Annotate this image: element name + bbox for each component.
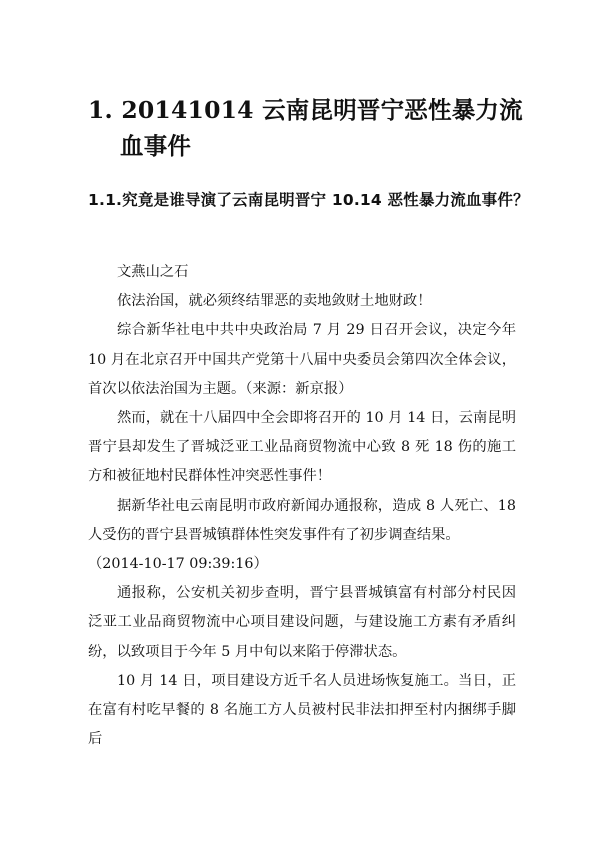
article-body — [88, 258, 516, 754]
subsection-heading: 1.1.究竟是谁导演了云南昆明晋宁 10.14 恶性暴力流血事件？ — [88, 191, 529, 209]
paragraph: 依法治国，就必须终结罪恶的卖地敛财土地财政！ — [117, 293, 432, 310]
paragraph: 10 月 14 日，项目建设方近千名人员进场恢复施工。当日，正在富有村吃早餐的 8 名施工方人员被村民非法扣押至村内捆绑手脚后 — [88, 672, 516, 748]
paragraph: 综合新华社电中共中央政治局 7 月 29 日召开会议，决定今年 10 月在北京召开中国共产党第十八届中央委员会第四次全体会议，首次以依法治国为主题。（来源：新京报） — [88, 322, 516, 397]
paragraph: 通报称，公安机关初步查明，晋宁县晋城镇富有村部分村民因泛亚工业品商贸物流中心项目建设问题，与建设施工方素有矛盾纠纷，以致项目于今年 5 月中旬以来陷于停滞状态。 — [88, 585, 516, 660]
section-heading: 1. 20141014 云南昆明晋宁恶性暴力流血事件 — [88, 96, 523, 160]
paragraph: 据新华社电云南昆明市政府新闻办通报称，造成 8 人死亡、18 人受伤的晋宁县晋城镇群体性突发事件有了初步调查结果。 — [88, 497, 516, 543]
timestamp-line: （2014-10-17 09:39:16） — [88, 556, 268, 573]
author-line: 文燕山之石 — [117, 264, 189, 280]
paragraph: 然而，就在十八届四中全会即将召开的 10 月 14 日，云南昆明晋宁县却发生了晋城泛亚工业品商贸物流中心致 8 死 18 伤的施工方和被征地村民群体性冲突恶性事件！ — [88, 410, 516, 485]
